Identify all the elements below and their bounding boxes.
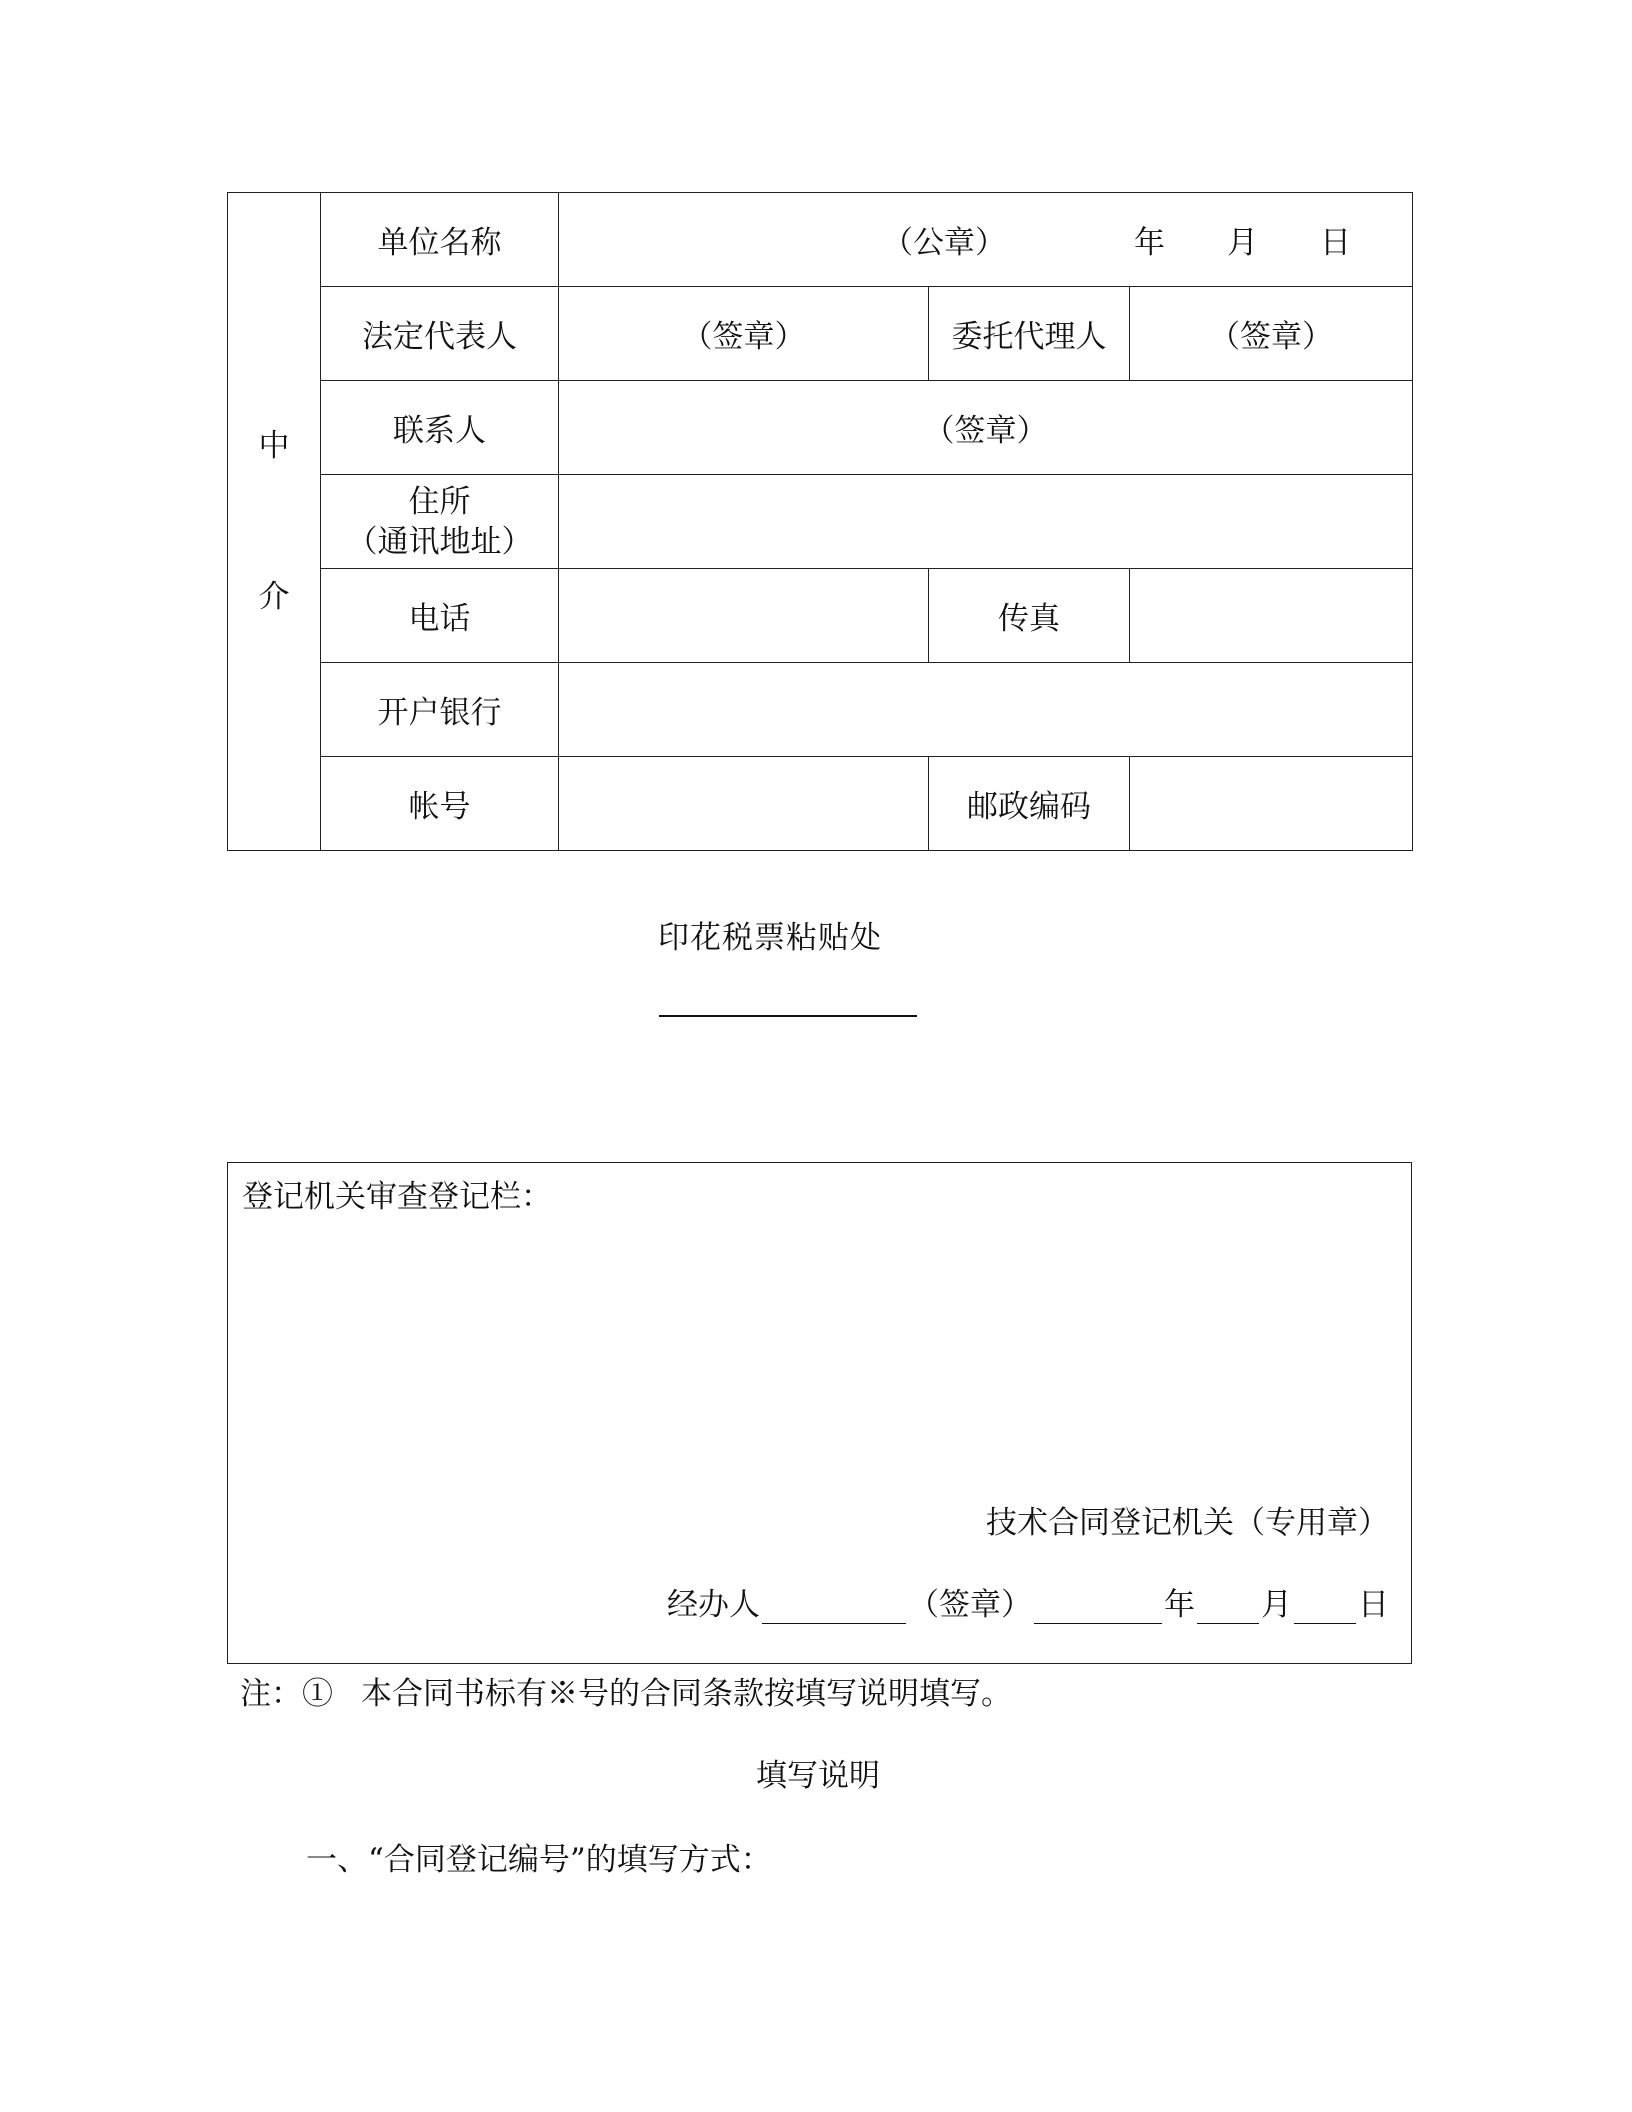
side-label-top: 中 [258, 427, 290, 464]
table-row [228, 663, 1413, 757]
contact-field[interactable] [559, 381, 1413, 475]
fax-label: 传真 [929, 569, 1130, 663]
review-month: 月 [1261, 1587, 1292, 1623]
agent-sign: （签章） [1209, 319, 1333, 355]
date-year: 年 [1134, 225, 1165, 261]
day-blank[interactable] [1294, 1593, 1356, 1624]
contact-sign: （签章） [923, 413, 1048, 449]
unit-name-seal: （公章） [882, 225, 1006, 261]
review-sign-line [667, 1579, 1389, 1624]
footnote-text: 本合同书标有※号的合同条款按填写说明填写。 [361, 1676, 1012, 1712]
intermediary-info-table [227, 192, 1413, 851]
table-row [228, 381, 1413, 475]
stamp-area-title: 印花税票粘贴处 [658, 920, 882, 956]
review-year: 年 [1164, 1587, 1195, 1623]
account-label: 帐号 [321, 757, 559, 851]
postal-field[interactable] [1130, 757, 1413, 851]
fax-field[interactable] [1130, 569, 1413, 663]
handler-label: 经办人 [667, 1587, 760, 1623]
registration-review-box [227, 1162, 1412, 1664]
month-blank[interactable] [1197, 1593, 1259, 1624]
date-month: 月 [1227, 225, 1258, 261]
review-authority: 技术合同登记机关（专用章） [986, 1505, 1389, 1541]
table-row [228, 569, 1413, 663]
footnote-marker: 注：① [240, 1676, 333, 1712]
review-label: 登记机关审查登记栏： [242, 1179, 552, 1215]
contact-label: 联系人 [321, 381, 559, 475]
unit-name-label: 单位名称 [321, 193, 559, 287]
legal-rep-field[interactable] [559, 287, 929, 381]
stamp-area-line [659, 1015, 917, 1017]
intermediary-side-label [228, 193, 321, 851]
table-row [228, 193, 1413, 287]
table-row [228, 757, 1413, 851]
bank-label: 开户银行 [321, 663, 559, 757]
address-label-line-1: 住所 [408, 483, 471, 520]
instructions-item-1: 一、“合同登记编号”的填写方式： [306, 1842, 772, 1878]
instructions-title: 填写说明 [756, 1758, 880, 1794]
handler-blank[interactable] [762, 1593, 906, 1624]
postal-label: 邮政编码 [929, 757, 1130, 851]
agent-label: 委托代理人 [929, 287, 1130, 381]
legal-rep-sign: （签章） [681, 319, 806, 355]
address-field[interactable] [559, 475, 1413, 569]
year-blank[interactable] [1034, 1593, 1162, 1624]
legal-rep-label: 法定代表人 [321, 287, 559, 381]
address-label [321, 475, 559, 569]
address-label-line-2: （通讯地址） [346, 523, 533, 560]
phone-field[interactable] [559, 569, 929, 663]
handler-sign: （签章） [908, 1587, 1032, 1623]
review-day: 日 [1358, 1587, 1389, 1623]
bank-field[interactable] [559, 663, 1413, 757]
table-row [228, 475, 1413, 569]
account-field[interactable] [559, 757, 929, 851]
agent-field[interactable] [1130, 287, 1413, 381]
date-day: 日 [1320, 225, 1351, 261]
side-label-bottom: 介 [258, 578, 290, 615]
phone-label: 电话 [321, 569, 559, 663]
table-row [228, 287, 1413, 381]
unit-name-field[interactable] [559, 193, 1413, 287]
footnote [240, 1668, 1012, 1713]
